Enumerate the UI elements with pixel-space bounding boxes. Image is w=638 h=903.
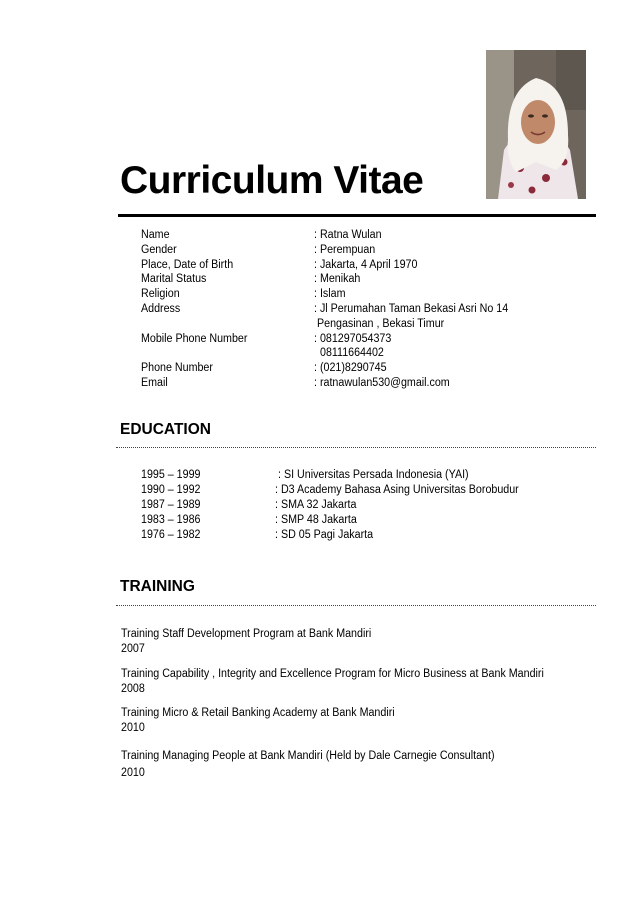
profile-photo	[486, 50, 586, 199]
education-years: 1987 – 1989	[141, 499, 201, 511]
label-birth: Place, Date of Birth	[141, 259, 234, 271]
education-divider	[116, 447, 596, 448]
training-name: Training Staff Development Program at Bank Mandiri	[121, 628, 372, 640]
education-heading: EDUCATION	[120, 421, 211, 438]
education-years: 1995 – 1999	[141, 469, 201, 481]
value-email: : ratnawulan530@gmail.com	[314, 377, 450, 389]
label-mobile: Mobile Phone Number	[141, 333, 248, 345]
education-years: 1990 – 1992	[141, 484, 201, 496]
education-detail: : SMP 48 Jakarta	[275, 514, 357, 526]
value-birth: : Jakarta, 4 April 1970	[314, 259, 418, 271]
training-name: Training Micro & Retail Banking Academy at Bank Mandiri	[121, 707, 395, 719]
education-detail: : D3 Academy Bahasa Asing Universitas Borobudur	[275, 484, 519, 496]
value-phone: : (021)8290745	[314, 362, 387, 374]
training-year: 2007	[121, 643, 145, 655]
label-phone: Phone Number	[141, 362, 213, 374]
page-title: Curriculum Vitae	[120, 159, 424, 202]
training-name: Training Capability , Integrity and Excellence Program for Micro Business at Bank Mandiri	[121, 668, 544, 680]
value-marital: : Menikah	[314, 273, 361, 285]
label-gender: Gender	[141, 244, 177, 256]
label-name: Name	[141, 229, 170, 241]
value-mobile: : 081297054373	[314, 333, 392, 345]
value-mobile-2: 08111664402	[320, 347, 384, 359]
title-divider	[118, 214, 596, 217]
label-religion: Religion	[141, 288, 180, 300]
training-name: Training Managing People at Bank Mandiri (Held by Dale Carnegie Consultant)	[121, 750, 495, 762]
training-year: 2008	[121, 683, 145, 695]
education-years: 1976 – 1982	[141, 529, 201, 541]
value-religion: : Islam	[314, 288, 346, 300]
training-heading: TRAINING	[120, 578, 195, 595]
education-detail: : SD 05 Pagi Jakarta	[275, 529, 374, 541]
education-years: 1983 – 1986	[141, 514, 201, 526]
value-gender: : Perempuan	[314, 244, 376, 256]
training-divider	[116, 605, 596, 606]
value-address-line2: Pengasinan , Bekasi Timur	[317, 318, 445, 330]
label-email: Email	[141, 377, 168, 389]
value-address: : Jl Perumahan Taman Bekasi Asri No 14	[314, 303, 509, 315]
label-marital: Marital Status	[141, 273, 207, 285]
value-name: : Ratna Wulan	[314, 229, 382, 241]
education-detail: : SMA 32 Jakarta	[275, 499, 357, 511]
label-address: Address	[141, 303, 181, 315]
education-detail: : SI Universitas Persada Indonesia (YAI)	[278, 469, 469, 481]
training-year: 2010	[121, 767, 145, 779]
training-year: 2010	[121, 722, 145, 734]
